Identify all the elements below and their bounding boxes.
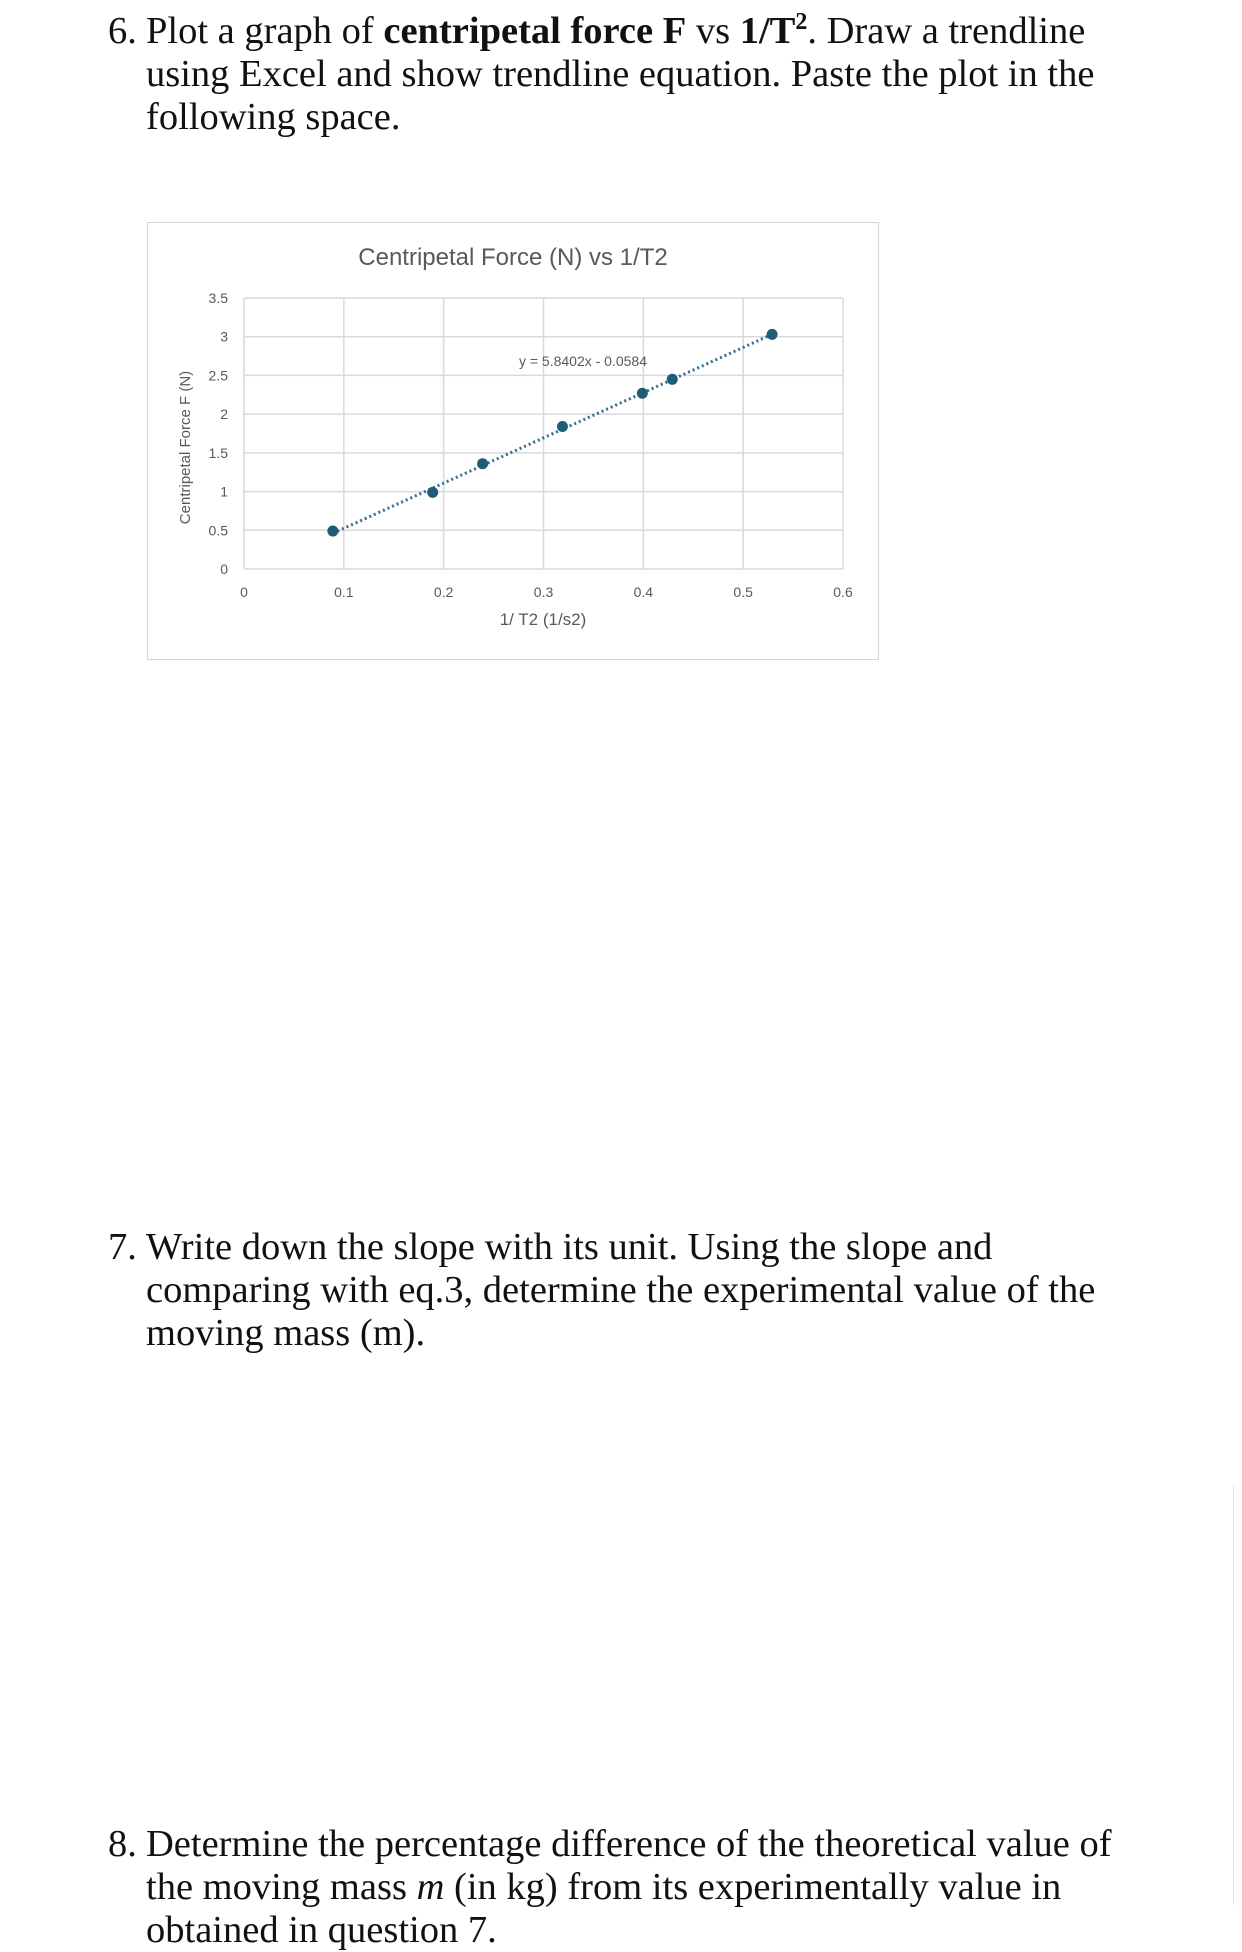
question-6-text-run: . Draw a trendline using Excel and show trendline equation. Paste the plot in the following space. <box>146 10 1095 138</box>
question-6-text-run: 1/T <box>739 10 796 52</box>
question-6-text-run: centripetal force F <box>383 10 687 52</box>
x-tick-label: 0.3 <box>533 584 554 600</box>
data-point <box>667 374 678 385</box>
x-tick-label: 0 <box>240 584 248 600</box>
y-tick-label: 0.5 <box>208 522 228 539</box>
y-tick-label: 1 <box>220 483 228 500</box>
question-6-text <box>146 10 1146 139</box>
data-point <box>327 526 338 537</box>
x-tick-label: 0.4 <box>633 584 654 600</box>
x-tick-label: 0.1 <box>334 584 354 600</box>
data-point <box>557 421 568 432</box>
question-8-text-run: m <box>416 1866 445 1908</box>
scatter-chart <box>148 223 878 659</box>
question-6 <box>108 9 1146 139</box>
y-tick-label: 2 <box>220 406 228 423</box>
question-6-text-run: Plot a graph of <box>146 10 384 52</box>
question-8-text-run: Determine the percentage difference of the theoretical value of the moving mass <box>146 1823 1112 1908</box>
question-8 <box>108 1823 1146 1952</box>
y-tick-label: 1.5 <box>208 444 228 461</box>
question-7-number: 7. <box>108 1226 137 1268</box>
trendline-equation: y = 5.8402x - 0.0584 <box>518 353 648 369</box>
x-axis-title: 1/ T2 (1/s2) <box>499 610 587 629</box>
data-point <box>637 388 648 399</box>
data-point <box>477 458 488 469</box>
y-tick-label: 3 <box>220 328 228 345</box>
question-6-text-run: 2 <box>795 9 808 36</box>
y-tick-label: 0 <box>220 561 228 577</box>
data-point <box>767 329 778 340</box>
scrollbar[interactable] <box>1233 1485 1240 1905</box>
y-tick-label: 3.5 <box>208 290 228 306</box>
x-tick-label: 0.5 <box>733 584 753 600</box>
x-tick-label: 0.6 <box>833 584 853 600</box>
y-tick-label: 2.5 <box>208 367 228 384</box>
chart-container[interactable] <box>147 222 879 660</box>
chart-title: Centripetal Force (N) vs 1/T2 <box>358 244 668 271</box>
data-point <box>427 487 438 498</box>
question-8-text <box>146 1823 1146 1952</box>
question-7 <box>108 1226 1146 1355</box>
y-axis-title: Centripetal Force F (N) <box>177 370 194 525</box>
question-8-number: 8. <box>108 1823 137 1865</box>
question-6-number: 6. <box>108 10 137 52</box>
question-8-text-run: (in kg) from its experimentally value in obtained in question 7. <box>146 1866 1062 1951</box>
question-6-text-run: vs <box>686 10 740 52</box>
x-tick-label: 0.2 <box>433 584 454 600</box>
question-7-text: Write down the slope with its unit. Using the slope and comparing with eq.3, determine the experimental value of the moving mass (m). <box>146 1226 1096 1354</box>
